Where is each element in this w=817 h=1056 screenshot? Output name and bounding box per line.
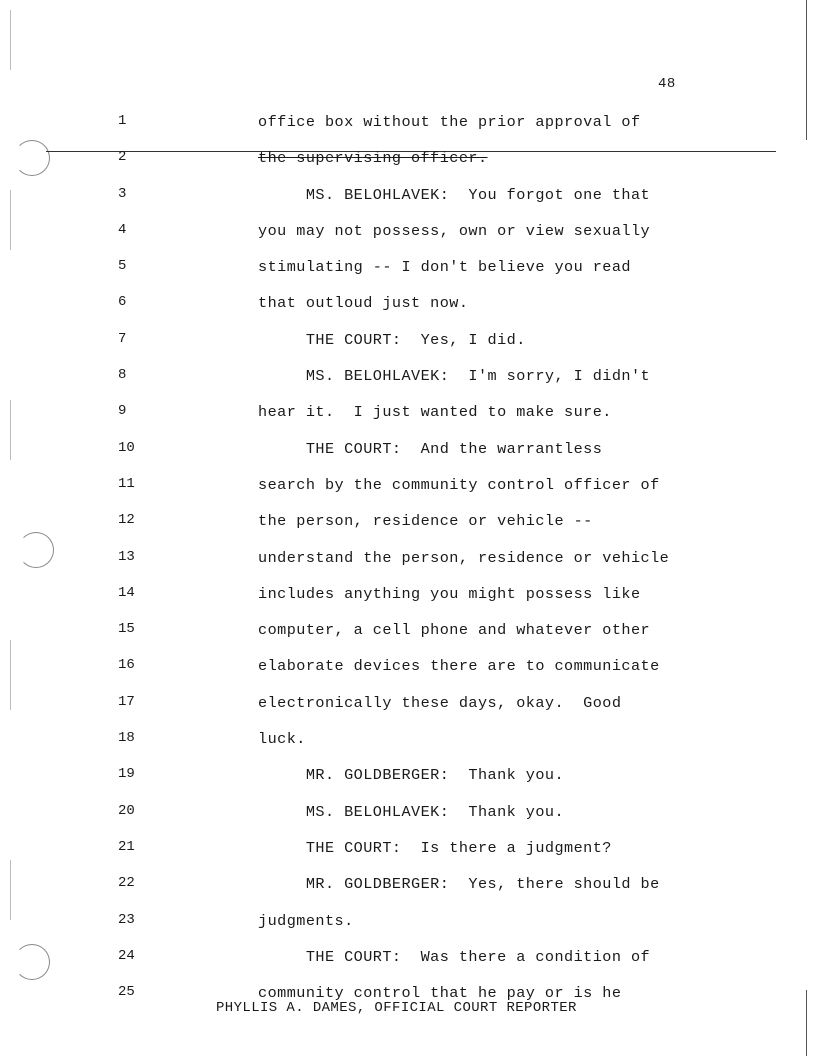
- line-text: search by the community control officer of: [258, 475, 660, 494]
- line-number: 24: [118, 947, 135, 964]
- page-number: 48: [658, 76, 676, 92]
- transcript-line: [0, 361, 817, 397]
- line-number: 3: [118, 185, 127, 202]
- line-number: 13: [118, 548, 135, 565]
- line-text: THE COURT: Is there a judgment?: [258, 838, 612, 857]
- line-text: includes anything you might possess like: [258, 584, 641, 603]
- line-number: 21: [118, 838, 135, 855]
- transcript-line: [0, 434, 817, 470]
- line-number: 23: [118, 911, 135, 928]
- line-text: stimulating -- I don't believe you read: [258, 258, 631, 277]
- line-number: 9: [118, 403, 127, 420]
- transcript-line: [0, 216, 817, 252]
- line-text: hear it. I just wanted to make sure.: [258, 403, 612, 422]
- transcript-line: [0, 833, 817, 869]
- transcript-line: [0, 288, 817, 324]
- reporter-footer: PHYLLIS A. DAMES, OFFICIAL COURT REPORTER: [216, 1000, 577, 1016]
- line-text: understand the person, residence or vehicle: [258, 548, 670, 567]
- transcript-line: [0, 143, 817, 179]
- line-text: MS. BELOHLAVEK: You forgot one that: [258, 185, 651, 204]
- line-text: the person, residence or vehicle --: [258, 512, 593, 531]
- line-text: elaborate devices there are to communicate: [258, 657, 660, 676]
- transcript-line: [0, 543, 817, 579]
- line-number: 17: [118, 693, 135, 710]
- line-text: the supervising officer.: [258, 149, 488, 168]
- line-text: luck.: [258, 730, 306, 749]
- left-margin-mark: [10, 10, 11, 70]
- line-text: MS. BELOHLAVEK: Thank you.: [258, 802, 565, 821]
- line-text: THE COURT: Yes, I did.: [258, 330, 526, 349]
- line-number: 2: [118, 149, 127, 166]
- line-number: 11: [118, 475, 135, 492]
- line-text: community control that he pay or is he: [258, 984, 622, 1003]
- transcript-line: [0, 397, 817, 433]
- line-number: 7: [118, 330, 127, 347]
- line-text: MR. GOLDBERGER: Yes, there should be: [258, 875, 660, 894]
- line-text: THE COURT: And the warrantless: [258, 439, 603, 458]
- transcript-line: [0, 252, 817, 288]
- transcript-line: [0, 107, 817, 143]
- transcript-line: [0, 579, 817, 615]
- transcript-line: [0, 470, 817, 506]
- transcript-line: [0, 688, 817, 724]
- line-text: you may not possess, own or view sexually: [258, 221, 651, 240]
- line-number: 14: [118, 584, 135, 601]
- transcript-line: [0, 797, 817, 833]
- line-text: that outloud just now.: [258, 294, 469, 313]
- line-text: MS. BELOHLAVEK: I'm sorry, I didn't: [258, 367, 651, 386]
- line-number: 5: [118, 258, 127, 275]
- line-number: 8: [118, 367, 127, 384]
- line-number: 1: [118, 113, 127, 129]
- line-number: 20: [118, 802, 135, 819]
- line-text: computer, a cell phone and whatever other: [258, 621, 651, 640]
- line-text: MR. GOLDBERGER: Thank you.: [258, 766, 565, 785]
- transcript-line: [0, 506, 817, 542]
- line-number: 10: [118, 439, 135, 456]
- line-text: THE COURT: Was there a condition of: [258, 947, 651, 966]
- transcript-line: [0, 942, 817, 978]
- transcript-line: [0, 325, 817, 361]
- line-text: office box without the prior approval of: [258, 113, 641, 131]
- transcript-line: [0, 906, 817, 942]
- line-text: judgments.: [258, 911, 354, 930]
- transcript-line: [0, 869, 817, 905]
- line-text: electronically these days, okay. Good: [258, 693, 622, 712]
- line-number: 16: [118, 657, 135, 674]
- transcript-line: [0, 615, 817, 651]
- line-number: 22: [118, 875, 135, 892]
- line-number: 18: [118, 730, 135, 747]
- line-number: 15: [118, 621, 135, 638]
- line-number: 19: [118, 766, 135, 783]
- transcript-line: [0, 760, 817, 796]
- line-number: 25: [118, 984, 135, 1001]
- line-number: 12: [118, 512, 135, 529]
- transcript-lines: [0, 107, 817, 1014]
- line-number: 4: [118, 221, 127, 238]
- transcript-line: [0, 651, 817, 687]
- transcript-line: [0, 180, 817, 216]
- transcript-line: [0, 724, 817, 760]
- line-number: 6: [118, 294, 127, 311]
